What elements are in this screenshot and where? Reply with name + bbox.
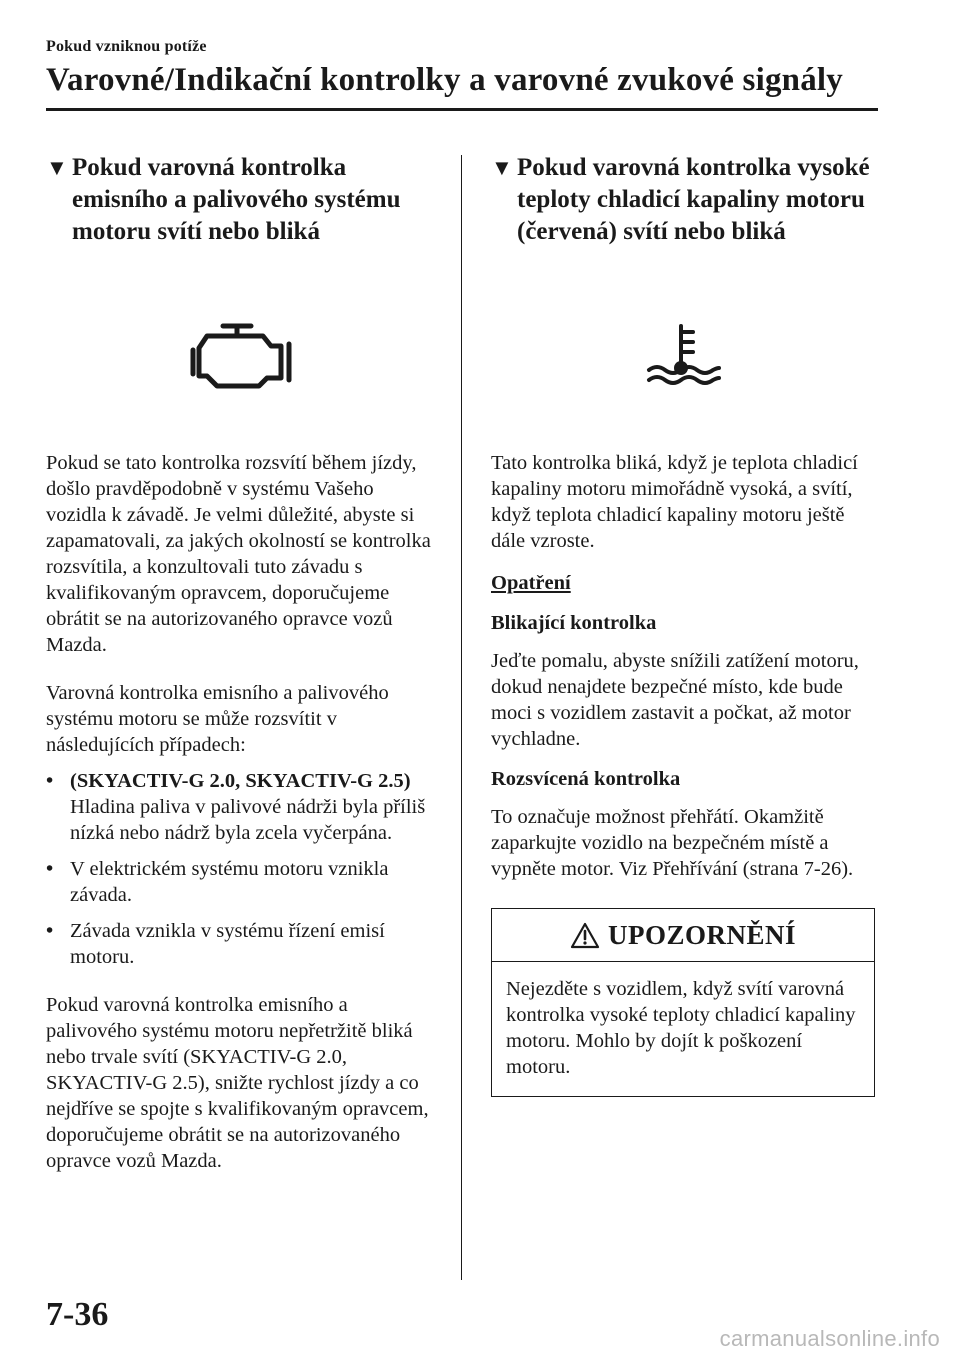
measures-label: Opatření [491, 572, 571, 594]
page-number: 7-36 [46, 1296, 109, 1333]
watermark: carmanualsonline.info [719, 1326, 940, 1351]
list-item [46, 918, 438, 970]
heading-marker-icon: ▼ [46, 155, 68, 180]
column-divider [461, 155, 462, 1280]
left-section-heading [46, 152, 438, 248]
subheading-blinking: Blikající kontrolka [491, 612, 657, 634]
blinking-text: Jeďte pomalu, abyste snížili zatížení motoru, dokud nenajdete bezpečné místo, kde bude moci s vozidlem zastavit a počkat, až motor vychladne. [491, 650, 859, 750]
page-title: Varovné/Indikační kontrolky a varovné zvukové signály [46, 62, 843, 98]
warning-box [491, 908, 875, 1097]
right-heading-text: Pokud varovná kontrolka vysoké teploty chladicí kapaliny motoru (červená) svítí nebo bliká [517, 154, 870, 245]
bullet-marker: • [46, 858, 54, 880]
bullet-text: Závada vznikla v systému řízení emisí motoru. [70, 920, 385, 968]
heading-marker-icon: ▼ [491, 155, 513, 180]
bullet-text: V elektrickém systému motoru vznikla závada. [70, 858, 389, 906]
left-column [46, 152, 438, 1174]
left-heading-text: Pokud varovná kontrolka emisního a palivového systému motoru svítí nebo bliká [72, 154, 401, 245]
warning-header [492, 909, 874, 962]
warning-triangle-icon [570, 922, 600, 949]
right-column [491, 152, 875, 1097]
right-section-heading [491, 152, 875, 248]
bullet-marker: • [46, 770, 54, 792]
list-item [46, 856, 438, 908]
right-paragraph-1: Tato kontrolka bliká, když je teplota chladicí kapaliny motoru mimořádně vysoká, a svítí, když teplota chladicí kapaliny motoru ještě dále vzroste. [491, 452, 858, 552]
bullet-bold-prefix: (SKYACTIV-G 2.0, SKYACTIV-G 2.5) [70, 770, 411, 792]
coolant-temperature-icon-wrap [491, 322, 875, 388]
left-paragraph-1: Pokud se tato kontrolka rozsvítí během jízdy, došlo pravděpodobně v systému Vašeho vozidla k závadě. Je velmi důležité, abyste si zapamatovali, za jakých okolností se kontrolka rozsvítila, a konzultovali tuto závadu s kvalifikovaným opravcem, doporučujeme obrátit se na autorizovaného opravce vozů Mazda. [46, 452, 431, 656]
lit-text: To označuje možnost přehřátí. Okamžitě zaparkujte vozidlo na bezpečném místě a vypněte motor. Viz Přehřívání (strana 7-26). [491, 806, 854, 880]
list-item [46, 768, 438, 846]
coolant-temperature-icon [643, 322, 723, 388]
left-paragraph-3: Pokud varovná kontrolka emisního a palivového systému motoru nepřetržitě bliká nebo trvale svítí (SKYACTIV-G 2.0, SKYACTIV-G 2.5), snižte rychlost jízdy a co nejdříve se spojte s kvalifikovaným opravcem, doporučujeme obrátit se na autorizovaného opravce vozů Mazda. [46, 994, 429, 1172]
warning-title: UPOZORNĚNÍ [607, 919, 796, 950]
subheading-lit: Rozsvícená kontrolka [491, 768, 681, 790]
check-engine-icon-wrap [46, 322, 438, 390]
header-divider [46, 108, 878, 111]
warning-text: Nejezděte s vozidlem, když svítí varovná kontrolka vysoké teploty chladicí kapaliny motoru. Mohlo by dojít k poškození motoru. [506, 978, 856, 1078]
bullet-marker: • [46, 920, 54, 942]
bullet-text: Hladina paliva v palivové nádrži byla příliš nízká nebo nádrž byla zcela vyčerpána. [70, 796, 426, 844]
left-paragraph-2: Varovná kontrolka emisního a palivového systému motoru se může rozsvítit v následujících případech: [46, 682, 389, 756]
check-engine-icon [187, 322, 297, 390]
section-label: Pokud vzniknou potíže [46, 38, 207, 55]
